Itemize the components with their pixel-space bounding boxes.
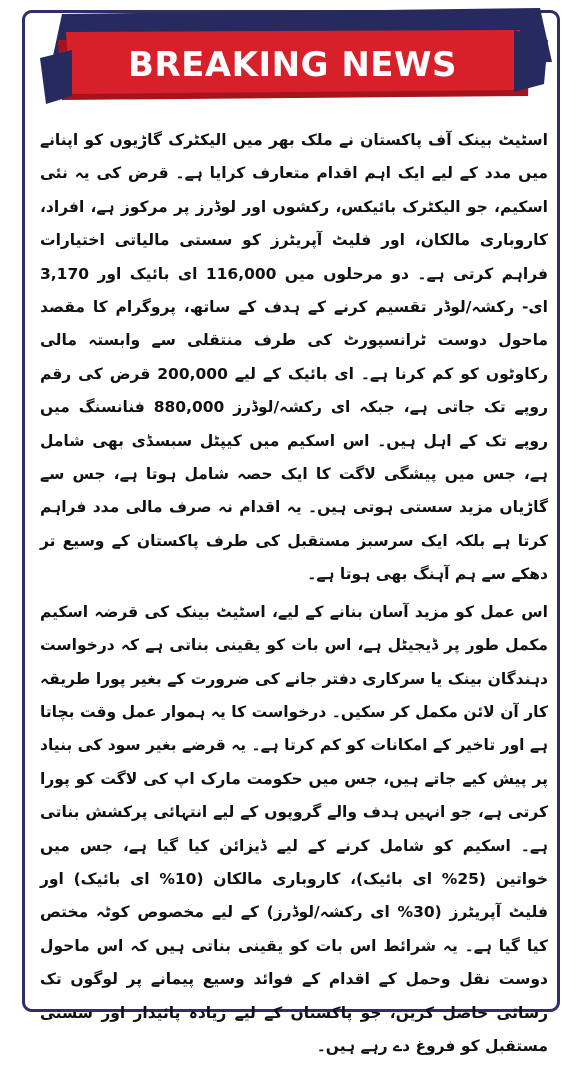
article-paragraph-2: اس عمل کو مزید آسان بنانے کے لیے، اسٹیٹ بینک کی قرضہ اسکیم مکمل طور پر ڈیجیٹل ہے، اس بات کو یقینی بناتی ہے کہ درخواست دہندگان بینک یا سرکاری دفتر جانے کی ضرورت کے بغیر پورا طریقہ کار آن لائن مکمل کر سکیں۔ درخواست کا یہ ہموار عمل وقت بچاتا ہے اور تاخیر کے امکانات کو کم کرتا ہے۔ یہ قرضے بغیر سود کی بنیاد پر پیش کیے جاتے ہیں، جس میں حکومت مارک اپ کی لاگت کو پورا کرتی ہے، جو انہیں ہدف والے گروپوں کے لیے انتہائی پرکشش بناتی ہے۔ اسکیم کو شامل کرنے کے لیے ڈیزائن کیا گیا ہے، جس میں خواتین (25% ای بائیک)، کاروباری مالکان (10% ای بائیک) اور فلیٹ آپریٹرز (30% ای رکشہ/لوڈرز) کے لیے مخصوص کوٹہ مختص کیا گیا ہے۔ یہ شرائط اس بات کو یقینی بناتی ہیں کہ اس ماحول دوست نقل وحمل کے اقدام کے فوائد وسیع پیمانے پر لوگوں تک رسائی حاصل کریں، جو پاکستان کے لیے زیادہ پائیدار اور سستی مستقبل کو فروغ دے رہے ہیں۔ <box>39 602 548 1055</box>
banner-right-fold <box>514 30 548 92</box>
breaking-news-banner <box>0 0 585 110</box>
article-paragraph-1: اسٹیٹ بینک آف پاکستان نے ملک بھر میں الیکٹرک گاڑیوں کو اپنانے میں مدد کے لیے ایک اہم اقدام متعارف کرایا ہے۔ قرض کی یہ نئی اسکیم، جو الیکٹرک بائیکس، رکشوں اور لوڈرز پر مرکوز ہے، افراد، کاروباری مالکان، اور فلیٹ آپریٹرز کو سستی مالیاتی اختیارات فراہم کرتی ہے۔ دو مرحلوں میں 116,000 ای بائیک اور 3,170 ای- رکشہ/لوڈر تقسیم کرنے کے ہدف کے ساتھ، پروگرام کا مقصد ماحول دوست ٹرانسپورٹ کی طرف منتقلی سے وابستہ مالی رکاوٹوں کو کم کرنا ہے۔ ای بائیک کے لیے 200,000 قرض کی رقم روپے تک جاتی ہے، جبکہ ای رکشہ/لوڈرز 880,000 فنانسنگ میں روپے تک کے اہل ہیں۔ اس اسکیم میں کیپٹل سبسڈی بھی شامل ہے، جس میں پیشگی لاگت کا ایک حصہ شامل ہوتا ہے، جس سے گاڑیاں مزید سستی ہوتی ہیں۔ یہ اقدام نہ صرف مالی مدد فراہم کرتا ہے بلکہ ایک سرسبز مستقبل کی طرف پاکستان کے وسیع تر دھکے سے ہم آہنگ بھی ہوتا ہے۔ <box>40 131 548 584</box>
article-body <box>40 124 548 1067</box>
banner-title: BREAKING NEWS <box>127 45 457 85</box>
banner-left-fold <box>40 50 72 104</box>
